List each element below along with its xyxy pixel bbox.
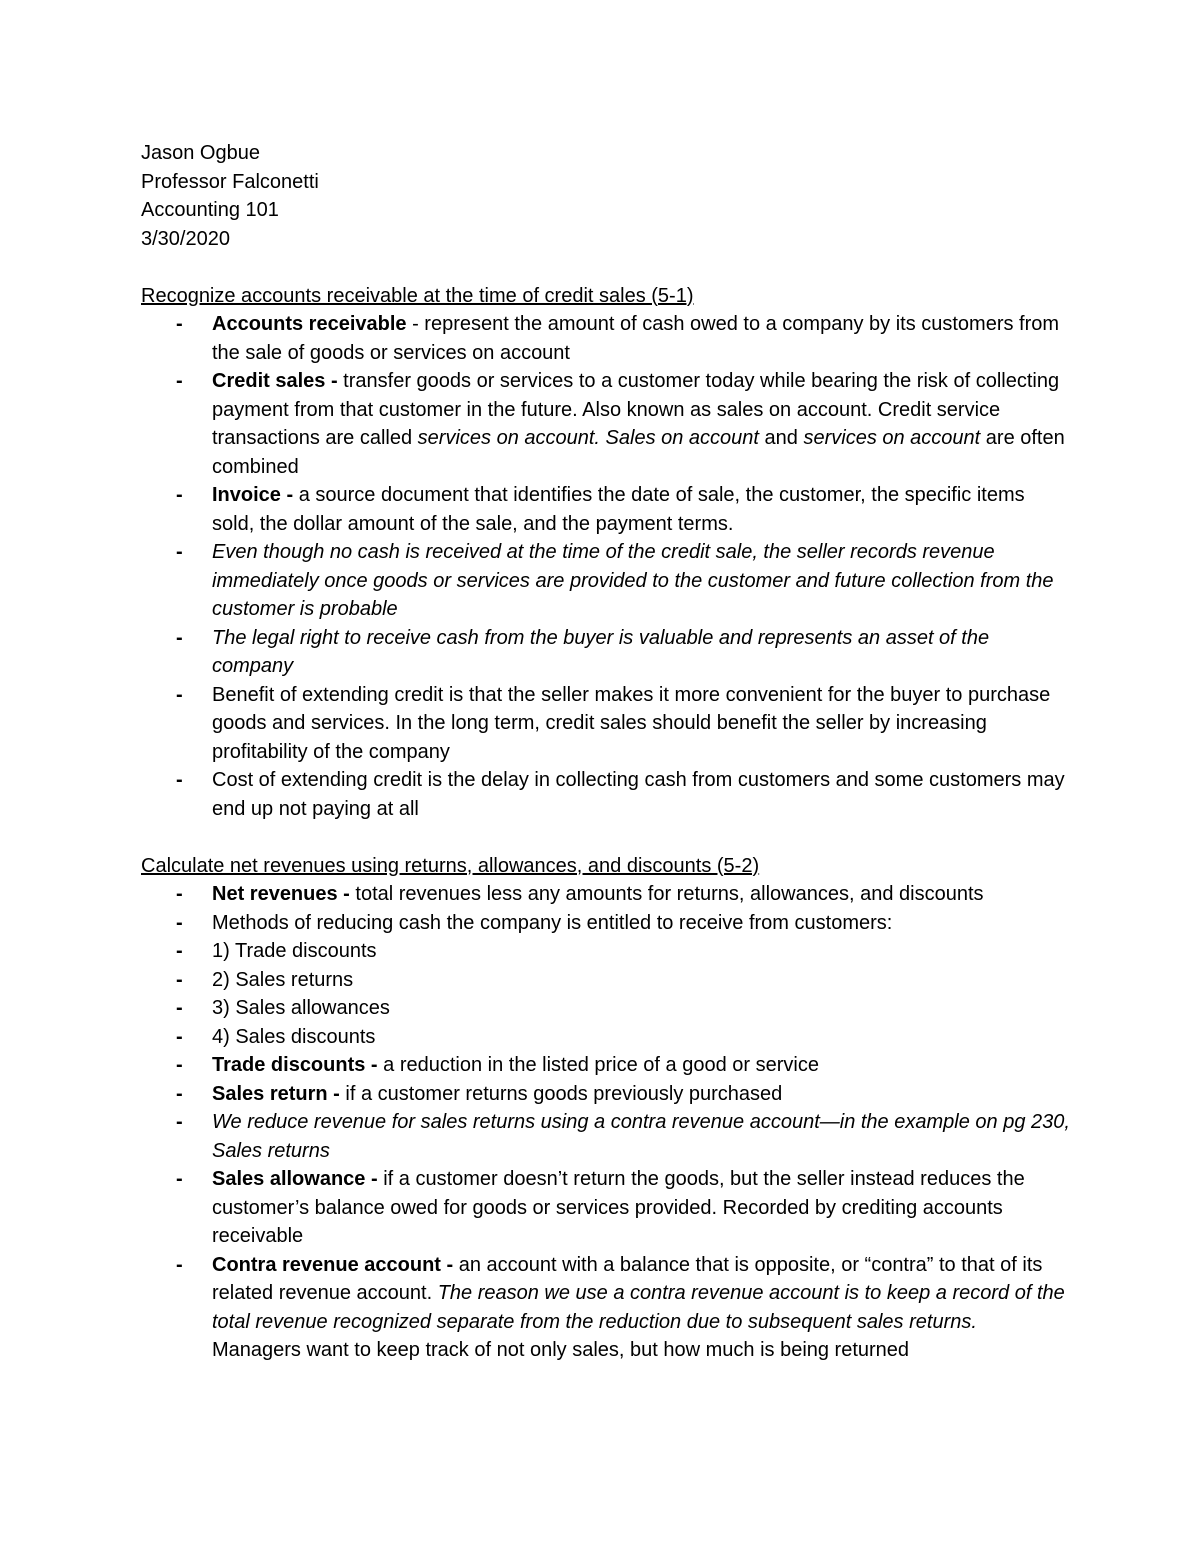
bullet-text: a source document that identifies the date of sale, the customer, the specific items sold, the dollar amount of the sale, and the payment terms.	[212, 484, 1025, 535]
bullet-text: are often combined	[212, 427, 1065, 478]
section-heading: Calculate net revenues using returns, allowances, and discounts (5-2)	[141, 854, 760, 877]
emphasis-text: We reduce revenue for sales returns using a contra revenue account—in the example on pg 230, Sales returns	[212, 1111, 1070, 1162]
emphasis-text: services on account. Sales on account	[417, 427, 759, 449]
bullet-item	[141, 766, 1071, 823]
bullet-text: an account with a balance that is opposite, or “contra” to that of its related revenue account.	[212, 1253, 1043, 1304]
notes-sections	[141, 282, 1071, 1365]
bullet-item	[141, 994, 1071, 1023]
dash-bullet-icon: -	[176, 683, 183, 706]
dash-bullet-icon: -	[176, 1082, 183, 1105]
term-label: Trade discounts -	[212, 1054, 384, 1076]
dash-bullet-icon: -	[176, 484, 183, 506]
dash-bullet-icon: -	[176, 911, 183, 934]
dash-bullet-icon: -	[176, 940, 183, 962]
bullet-text: total revenues less any amounts for returns, allowances, and discounts	[355, 883, 984, 905]
bullet-list	[141, 880, 1071, 1365]
term-label: Contra revenue account -	[212, 1253, 459, 1276]
bullet-text: - represent the amount of cash owed to a company by its customers from the sale of goods or services on account	[212, 313, 1060, 364]
emphasis-text: The legal right to receive cash from the buyer is valuable and represents an asset of the company	[212, 626, 990, 677]
dash-bullet-icon: -	[176, 968, 183, 991]
bullet-item	[141, 538, 1071, 624]
term-label: Credit sales -	[212, 370, 344, 392]
bullet-item	[141, 367, 1071, 481]
bullet-item	[141, 310, 1071, 367]
dash-bullet-icon: -	[176, 769, 183, 791]
bullet-text: 3) Sales allowances	[212, 997, 390, 1019]
bullet-text: 4) Sales discounts	[212, 1025, 376, 1048]
bullet-item	[141, 937, 1071, 966]
dash-bullet-icon: -	[176, 997, 183, 1019]
section-heading: Recognize accounts receivable at the time of credit sales (5-1)	[141, 284, 694, 307]
term-label: Invoice -	[212, 484, 299, 506]
bullet-item	[141, 1108, 1071, 1165]
term-label: Sales return -	[212, 1082, 346, 1105]
bullet-item	[141, 1023, 1071, 1052]
bullet-item	[141, 880, 1071, 909]
document-date: 3/30/2020	[141, 227, 230, 250]
dash-bullet-icon: -	[176, 541, 183, 563]
bullet-text: Methods of reducing cash the company is entitled to receive from customers:	[212, 911, 893, 934]
bullet-item	[141, 1165, 1071, 1251]
bullet-text: Managers want to keep track of not only sales, but how much is being returned	[212, 1339, 910, 1361]
bullet-text: 2) Sales returns	[212, 968, 354, 991]
emphasis-text: services on account	[803, 427, 981, 449]
dash-bullet-icon: -	[176, 370, 183, 392]
dash-bullet-icon: -	[176, 1253, 183, 1276]
dash-bullet-icon: -	[176, 313, 183, 335]
bullet-item	[141, 966, 1071, 995]
dash-bullet-icon: -	[176, 1168, 183, 1190]
dash-bullet-icon: -	[176, 883, 183, 905]
author-name: Jason Ogbue	[141, 142, 260, 164]
dash-bullet-icon: -	[176, 1025, 183, 1048]
term-label: Sales allowance -	[212, 1168, 384, 1190]
dash-bullet-icon: -	[176, 1111, 183, 1133]
dash-bullet-icon: -	[176, 626, 183, 649]
bullet-list	[141, 310, 1071, 823]
bullet-item	[141, 909, 1071, 938]
bullet-text: Benefit of extending credit is that the seller makes it more convenient for the buyer to purchase goods and services. In the long term, credit sales should benefit the seller by increasing profitability of the company	[212, 683, 1051, 763]
professor-name: Professor Falconetti	[141, 170, 319, 193]
bullet-text: and	[758, 427, 804, 449]
emphasis-text: The reason we use a contra revenue account is to keep a record of the total revenue recognized separate from the reduction due to subsequent sales returns.	[212, 1282, 1065, 1333]
bullet-item	[141, 1051, 1071, 1080]
bullet-item	[141, 1251, 1071, 1365]
bullet-text: Cost of extending credit is the delay in collecting cash from customers and some customers may end up not paying at all	[212, 769, 1065, 820]
blank-line	[141, 823, 1071, 852]
term-label: Accounts receivable	[212, 313, 407, 335]
bullet-text: 1) Trade discounts	[212, 940, 377, 962]
bullet-text: if a customer returns goods previously purchased	[345, 1082, 783, 1105]
bullet-item	[141, 681, 1071, 767]
dash-bullet-icon: -	[176, 1054, 183, 1076]
blank-line	[141, 253, 1071, 282]
document-body	[141, 139, 1071, 1365]
bullet-text: if a customer doesn’t return the goods, but the seller instead reduces the customer’s balance owed for goods or services provided. Recorded by crediting accounts receivable	[212, 1168, 1025, 1247]
bullet-item	[141, 481, 1071, 538]
bullet-item	[141, 1080, 1071, 1109]
bullet-text: transfer goods or services to a customer today while bearing the risk of collecting payment from that customer in the future. Also known as sales on account. Credit service transactions are called	[212, 370, 1060, 449]
course-name: Accounting 101	[141, 199, 279, 221]
term-label: Net revenues -	[212, 883, 356, 905]
emphasis-text: Even though no cash is received at the time of the credit sale, the seller records revenue immediately once goods or services are provided to the customer and future collection from the customer is probable	[212, 541, 1054, 620]
bullet-text: a reduction in the listed price of a good or service	[383, 1054, 819, 1076]
bullet-item	[141, 624, 1071, 681]
